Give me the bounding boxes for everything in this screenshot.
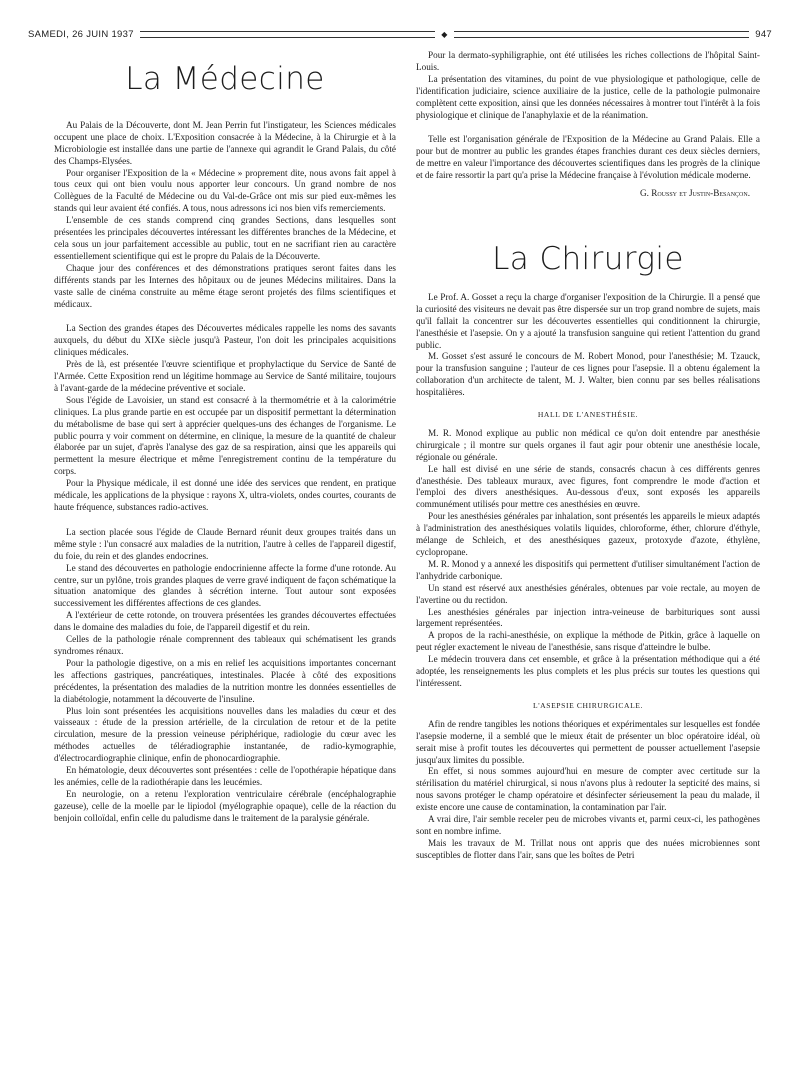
- paragraph: En effet, si nous sommes aujourd'hui en mesure de compter avec certitude sur la stérilisation du matériel chirurgical, si nous n'avons plus à redouter la septicité des mains, si nous savons protéger le champ opératoire et désinfecter sérieusement la peau du malade, il existe encore une cause de contamination, la contamination par l'air.: [416, 766, 760, 813]
- paragraph: M. R. Monod y a annexé les dispositifs qui permettent d'utiliser simultanément l'action de l'anhydride carbonique.: [416, 558, 760, 581]
- left-column: [54, 50, 396, 825]
- paragraph: Sous l'égide de Lavoisier, un stand est consacré à la thermométrie et à la calorimétrie cliniques. La plus grande partie en est occupée par un dispositif permettant la détermination du métabolisme de base qui sert à apprécier quelques-uns des échanges de l'organisme. Le public pourra y voir comment on détermine, en clinique, la mesure de la quantité de chaleur élaborée par un sujet, d'après l'analyse des gaz de sa respiration, ainsi que les appareils qui permettent la mesure électrique et même l'enregistrement continu de la température du corps.: [54, 394, 396, 477]
- page-number: 947: [755, 28, 773, 40]
- paragraph: Pour la Physique médicale, il est donné une idée des services que rendent, en pratique médicale, les applications de la physique : rayons X, ultra-violets, ondes courtes, courants de haute fréquence, substances radio-actives.: [54, 478, 396, 512]
- right-column: [416, 50, 760, 862]
- paragraph: Près de là, est présentée l'œuvre scientifique et prophylactique du Service de Santé de l'Armée. Cette Exposition rend un légitime hommage au Service de Santé militaire, toujours à l'avant-garde de la médecine préventive et sociale.: [54, 359, 396, 393]
- paragraph: Le stand des découvertes en pathologie endocrinienne affecte la forme d'une rotonde. Au centre, sur un pylône, trois grandes plaques de verre gravé indiquent de façon schématique la situation anatomique des glandes à sécrétion interne. Tout autour sont exposées successivement les différentes affections de ces glandes.: [54, 562, 396, 609]
- paragraph: Le Prof. A. Gosset a reçu la charge d'organiser l'exposition de la Chirurgie. Il a pensé que la curiosité des visiteurs ne devait pas être dispersée sur un trop grand nombre de sujets, mais qu'il fallait la concentrer sur les découvertes essentielles qui conditionnent la chirurgie, l'anesthésie et l'asepsie. On y a ajouté la transfusion sanguine qui retient l'attention du grand public.: [416, 291, 760, 350]
- header-rule-right: [454, 31, 750, 38]
- paragraph: La Section des grandes étapes des Découvertes médicales rappelle les noms des savants auxquels, du début du XIXe siècle jusqu'à Pasteur, l'on doit les principales acquisitions cliniques médicales.: [54, 323, 396, 358]
- header-rule-left: [140, 31, 436, 38]
- paragraph: L'ensemble de ces stands comprend cinq grandes Sections, dans lesquelles sont présentées les principales découvertes intéressant les différentes branches de la Médecine, et cela sous un jour parfaitement accessible au public, tout en ne sacrifiant rien au caractère essentiellement scientifique qui est le propre du Palais de la Découverte.: [54, 215, 396, 261]
- paragraph: Le médecin trouvera dans cet ensemble, et grâce à la présentation méthodique qui a été adoptée, les renseignements les plus complets et les plus précis sur toutes les questions qui l'intéressent.: [416, 654, 760, 688]
- paragraph: En hématologie, deux découvertes sont présentées : celle de l'opothérapie hépatique dans les anémies, celle de la radiothérapie dans les leucémies.: [54, 765, 396, 787]
- paragraph: Au Palais de la Découverte, dont M. Jean Perrin fut l'instigateur, les Sciences médicales occupent une place de choix. L'Exposition consacrée à la Médecine, à la Chirurgie et à la Microbiologie est installée dans une partie de l'annexe qui agrandit le Grand Palais, du côté des Champs-Elysées.: [54, 119, 396, 166]
- paragraph: Pour organiser l'Exposition de la « Médecine » proprement dite, nous avons fait appel à tous ceux qui ont bien voulu nous apporter leur concours. Un grand nombre de nos Collègues de la Faculté de Médecine ou du Val-de-Grâce ont mis sur pied eux-mêmes les stands qui leur avaient été confiés. A tous, nous adressons ici nos bien vifs remerciements.: [54, 167, 396, 214]
- header-date: SAMEDI, 26 JUIN 1937: [28, 28, 134, 40]
- paragraph: Les anesthésies générales par injection intra-veineuse de barbituriques sont aussi largement représentées.: [416, 606, 760, 629]
- paragraph: Chaque jour des conférences et des démonstrations pratiques seront faites dans les différents stands par les Internes des hôpitaux ou de jeunes Médecins militaires. Dans la vaste salle de cinéma construite au même étage seront projetés des films scientifiques et médicaux.: [54, 262, 396, 309]
- subheading-anesthesie: HALL DE L'ANESTHÉSIE.: [537, 410, 639, 420]
- signature: G. Roussy et Justin-Besançon.: [639, 188, 750, 199]
- paragraph: Telle est l'organisation générale de l'Exposition de la Médecine au Grand Palais. Elle a pour but de montrer au public les grandes étapes franchies durant ces deux siècles derniers, de mettre en valeur l'importance des découvertes scientifiques dans les progrès de la clinique et de faire ressortir la part qu'a prise la Médecine française à l'évolution médicale moderne.: [416, 134, 760, 181]
- paragraph: Pour la pathologie digestive, on a mis en relief les acquisitions importantes concernant les affections gastriques, pancréatiques, intestinales. Placée à côté des expositions précédentes, la présentation des maladies de la nutrition montre les données essentielles de la diabétologie, notamment la découverte de l'insuline.: [54, 657, 396, 704]
- paragraph: La section placée sous l'égide de Claude Bernard réunit deux groupes traités dans un même style : l'un consacré aux maladies de la nutrition, l'autre à celles de l'appareil digestif, du foie, du rein et des glandes endocrines.: [54, 526, 396, 561]
- paragraph: A l'extérieur de cette rotonde, on trouvera présentées les grandes découvertes effectuées dans le domaine des maladies du foie, de l'appareil digestif et du rein.: [54, 610, 396, 633]
- paragraph: Pour les anesthésies générales par inhalation, sont présentés les appareils le mieux adaptés à l'administration des anesthésiques volatils liquides, chloroforme, éther, chlorure d'éthyle, mélange de Schleich, et des anesthésiques gazeux, protoxyde d'azote, éthylène, cyclopropane.: [416, 511, 760, 557]
- paragraph: En neurologie, on a retenu l'exploration ventriculaire cérébrale (encéphalographie gazeuse), celle de la moelle par le lipiodol (myélographie opaque), celle de la réaction du benjoin colloïdal, enfin celle du paludisme dans le traitement de la paralysie générale.: [54, 788, 396, 823]
- paragraph: Afin de rendre tangibles les notions théoriques et expérimentales sur lesquelles est fondée l'asepsie moderne, il a semblé que le mieux était de présenter un bloc opératoire idéal, où serait mise à profit toutes les découvertes qui permettent de pousser actuellement l'asepsie jusqu'aux limites du possible.: [416, 718, 760, 765]
- paragraph: A propos de la rachi-anesthésie, on explique la méthode de Pitkin, grâce à laquelle on peut régler exactement le niveau de l'anesthésie, sans risque d'atteindre le bulbe.: [416, 630, 760, 653]
- page-header: [28, 26, 772, 42]
- paragraph: Le hall est divisé en une série de stands, consacrés chacun à ces différents genres d'anesthésie. Des tableaux muraux, avec figures, font comprendre le mode d'action et l'emploi des divers anesthésiques. Au-dessous d'eux, sont exposés les appareils communément utilisés pour mettre ces anesthésies en œuvre.: [416, 463, 760, 510]
- section-title-chirurgie: La Chirurgie: [492, 240, 684, 277]
- paragraph: M. R. Monod explique au public non médical ce qu'on doit entendre par anesthésie chirurgicale ; il montre sur quels organes il faut agir pour obtenir une anesthésie locale, régionale ou générale.: [416, 427, 760, 462]
- paragraph: Un stand est réservé aux anesthésies générales, obtenues par voie rectale, au moyen de l'avertine ou du rectidon.: [416, 582, 760, 605]
- paragraph: Plus loin sont présentées les acquisitions nouvelles dans les maladies du cœur et des vaisseaux : étude de la pression artérielle, de la circulation de retour et de la petite circulation, mesure de la pression veineuse périphérique, radiologie du cœur avec les méthodes actuelles de téléradiographie instantanée, de radio-kymographie, d'électrocardiographie clinique, enfin de phonocardiographie.: [54, 705, 396, 764]
- diamond-ornament-icon: ◆: [441, 29, 448, 39]
- subheading-asepsie: L'ASEPSIE CHIRURGICALE.: [532, 700, 644, 710]
- paragraph: Celles de la pathologie rénale comprennent des tableaux qui schématisent les grands syndromes rénaux.: [54, 634, 396, 656]
- paragraph: Pour la dermato-syphiligraphie, ont été utilisées les riches collections de l'hôpital Saint-Louis.: [416, 50, 760, 72]
- paragraph: La présentation des vitamines, du point de vue physiologique et pathologique, celle de l'identification judiciaire, science auxiliaire de la justice, celle de la pathologie pulmonaire complètent cette exposition, ainsi que les données nécessaires à montrer tout l'intérêt à la fois physiologique et clinique de l'anaphylaxie et de la réanimation.: [416, 73, 760, 120]
- paragraph: A vrai dire, l'air semble receler peu de microbes vivants et, parmi ceux-ci, les pathogènes sont en nombre infime.: [416, 814, 760, 836]
- paragraph: Mais les travaux de M. Trillat nous ont appris que des nuées microbiennes sont susceptibles de flotter dans l'air, sans que les boîtes de Petri: [416, 837, 760, 860]
- section-title-medecine: La Médecine: [125, 61, 325, 97]
- paragraph: M. Gosset s'est assuré le concours de M. Robert Monod, pour l'anesthésie; M. Tzauck, pour la transfusion sanguine ; l'auteur de ces lignes pour l'asepsie. Il a obtenu également la collaboration d'un architecte de talent, M. J. Walter, bien connu par ses belles réalisations hospitalières.: [416, 351, 760, 398]
